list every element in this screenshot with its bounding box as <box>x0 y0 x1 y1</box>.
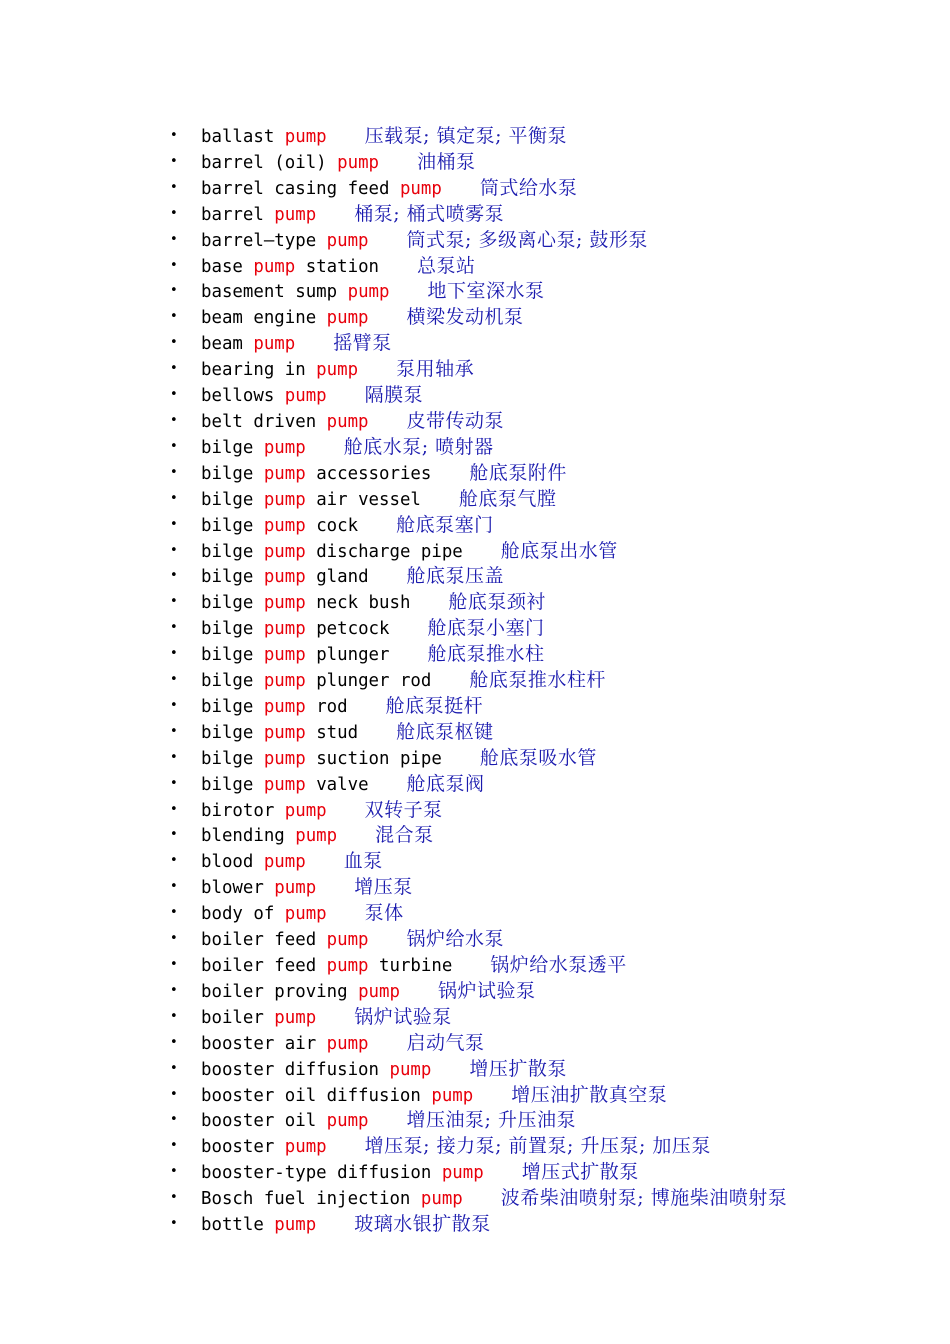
term-prefix: bilge <box>201 748 264 769</box>
term-keyword: pump <box>263 696 306 717</box>
list-item <box>0 176 811 202</box>
term-prefix: booster-type diffusion <box>201 1163 442 1184</box>
list-item <box>0 1031 811 1057</box>
bullet-dot-icon: • <box>170 1034 178 1050</box>
list-item <box>0 590 811 616</box>
term-prefix: bilge <box>201 619 264 640</box>
term-prefix: bilge <box>201 774 264 795</box>
term-suffix: petcock <box>305 619 390 640</box>
term-suffix: accessories <box>305 463 432 484</box>
term-keyword: pump <box>431 1085 474 1106</box>
term-translation: 油桶泵 <box>417 150 476 173</box>
term-keyword: pump <box>284 386 327 407</box>
bullet-dot-icon: • <box>170 568 178 584</box>
bullet-dot-icon: • <box>170 905 178 921</box>
term-translation: 泵体 <box>364 902 404 925</box>
term-prefix: beam <box>201 334 254 355</box>
term-translation: 舱底泵小塞门 <box>427 617 545 640</box>
bullet-dot-icon: • <box>170 283 178 299</box>
term-keyword: pump <box>274 1215 317 1236</box>
term-keyword: pump <box>263 852 306 873</box>
term-translation: 地下室深水泵 <box>427 280 545 303</box>
term-translation: 增压泵; 接力泵; 前置泵; 升压泵; 加压泵 <box>364 1135 711 1158</box>
bullet-dot-icon: • <box>170 827 178 843</box>
bullet-dot-icon: • <box>170 1112 178 1128</box>
list-item <box>0 823 811 849</box>
term-prefix: boiler feed <box>201 930 327 951</box>
term-prefix: bottle <box>201 1215 275 1236</box>
bullet-dot-icon: • <box>170 1138 178 1154</box>
term-translation: 舱底泵挺杆 <box>385 694 484 717</box>
term-keyword: pump <box>263 645 306 666</box>
term-prefix: belt driven <box>201 411 327 432</box>
term-keyword: pump <box>263 463 306 484</box>
term-translation: 舱底泵推水柱 <box>427 643 545 666</box>
list-item <box>0 616 811 642</box>
term-keyword: pump <box>274 1007 317 1028</box>
bullet-dot-icon: • <box>170 749 178 765</box>
term-translation: 舱底泵枢键 <box>396 720 494 743</box>
term-translation: 增压油泵; 升压油泵 <box>406 1109 576 1132</box>
term-prefix: blower <box>201 878 275 899</box>
term-suffix: plunger <box>305 645 390 666</box>
bullet-dot-icon: • <box>170 128 178 143</box>
list-item <box>0 953 811 979</box>
list-item <box>0 564 811 590</box>
term-suffix: cock <box>305 515 359 536</box>
bullet-dot-icon: • <box>170 179 178 195</box>
list-item <box>0 202 811 228</box>
list-item <box>0 513 811 539</box>
bullet-dot-icon: • <box>170 775 178 791</box>
bullet-dot-icon: • <box>170 672 178 688</box>
list-item <box>0 461 811 487</box>
term-translation: 增压式扩散泵 <box>521 1161 639 1184</box>
bullet-dot-icon: • <box>170 723 178 739</box>
list-item <box>0 254 811 280</box>
term-keyword: pump <box>399 178 442 199</box>
term-prefix: bilge <box>201 671 264 692</box>
term-keyword: pump <box>263 437 306 458</box>
term-prefix: base <box>201 256 254 277</box>
term-translation: 舱底泵出水管 <box>500 539 618 562</box>
term-prefix: bilge <box>201 489 264 510</box>
term-keyword: pump <box>284 1137 327 1158</box>
list-item <box>0 1160 811 1186</box>
list-item <box>0 694 811 720</box>
list-item <box>0 1083 811 1109</box>
list-item <box>0 435 811 461</box>
term-translation: 锅炉试验泵 <box>354 1005 452 1028</box>
term-keyword: pump <box>263 748 306 769</box>
term-prefix: boiler feed <box>201 956 327 976</box>
list-item <box>0 979 811 1005</box>
term-suffix: suction pipe <box>305 748 442 769</box>
list-item <box>0 798 811 824</box>
term-translation: 筒式泵; 多级离心泵; 鼓形泵 <box>406 228 648 251</box>
bullet-dot-icon: • <box>170 387 178 403</box>
term-prefix: ballast <box>201 127 285 147</box>
term-translation: 舱底泵颈衬 <box>448 591 546 614</box>
term-translation: 横梁发动机泵 <box>406 306 524 329</box>
list-item <box>0 642 811 668</box>
term-suffix: stud <box>305 722 359 743</box>
term-keyword: pump <box>326 308 369 329</box>
term-keyword: pump <box>347 282 390 303</box>
term-prefix: bilge <box>201 515 264 536</box>
bullet-dot-icon: • <box>170 361 178 377</box>
list-item <box>0 124 811 150</box>
term-suffix: plunger rod <box>305 671 432 692</box>
term-translation: 增压油扩散真空泵 <box>511 1083 668 1106</box>
term-keyword: pump <box>326 1111 369 1132</box>
term-translation: 锅炉给水泵透平 <box>490 954 627 976</box>
term-prefix: barrel <box>201 204 275 225</box>
term-translation: 舱底泵阀 <box>406 772 485 795</box>
term-keyword: pump <box>263 489 306 510</box>
bullet-dot-icon: • <box>170 697 178 713</box>
term-prefix: bilge <box>201 463 264 484</box>
term-keyword: pump <box>389 1059 432 1080</box>
list-item <box>0 331 811 357</box>
term-translation: 舱底泵吸水管 <box>479 746 597 769</box>
term-suffix: rod <box>305 696 348 717</box>
term-prefix: bilge <box>201 722 264 743</box>
list-item <box>0 539 811 565</box>
bullet-dot-icon: • <box>170 1164 178 1180</box>
list-item <box>0 150 811 176</box>
bullet-dot-icon: • <box>170 620 178 636</box>
term-translation: 双转子泵 <box>364 798 443 821</box>
term-suffix: gland <box>305 567 369 588</box>
term-prefix: basement sump <box>201 282 348 303</box>
term-translation: 总泵站 <box>417 254 476 277</box>
term-prefix: bellows <box>201 386 285 407</box>
term-keyword: pump <box>326 230 369 251</box>
list-item <box>0 668 811 694</box>
list-item <box>0 409 811 435</box>
bullet-dot-icon: • <box>170 594 178 610</box>
term-suffix: station <box>295 256 380 277</box>
bullet-dot-icon: • <box>170 646 178 662</box>
term-prefix: bilge <box>201 593 264 614</box>
term-prefix: blood <box>201 852 264 873</box>
term-prefix: booster air <box>201 1033 327 1054</box>
term-prefix: bilge <box>201 567 264 588</box>
bullet-dot-icon: • <box>170 335 178 351</box>
term-prefix: blending <box>201 826 296 847</box>
term-prefix: bilge <box>201 696 264 717</box>
term-keyword: pump <box>316 360 359 381</box>
term-keyword: pump <box>358 981 400 1002</box>
term-prefix: bilge <box>201 645 264 666</box>
term-translation: 锅炉给水泵 <box>406 928 505 951</box>
term-prefix: birotor <box>201 800 285 821</box>
term-keyword: pump <box>263 515 306 536</box>
bullet-dot-icon: • <box>170 853 178 869</box>
bullet-dot-icon: • <box>170 231 178 247</box>
list-item <box>0 746 811 772</box>
bullet-dot-icon: • <box>170 1086 178 1102</box>
term-prefix: barrel (oil) <box>201 152 338 173</box>
term-translation: 隔膜泵 <box>364 384 424 407</box>
list-item <box>0 772 811 798</box>
list-item <box>0 357 811 383</box>
term-translation: 舱底泵附件 <box>469 461 567 484</box>
list-item <box>0 1108 811 1134</box>
term-keyword: pump <box>337 152 380 173</box>
term-keyword: pump <box>441 1163 484 1184</box>
bullet-dot-icon: • <box>170 801 178 817</box>
bullet-dot-icon: • <box>170 1008 178 1024</box>
term-prefix: bilge <box>201 541 264 562</box>
term-keyword: pump <box>263 722 306 743</box>
list-item <box>0 1186 811 1212</box>
term-keyword: pump <box>295 826 338 847</box>
list-item <box>0 279 811 305</box>
term-prefix: Bosch fuel injection <box>201 1189 421 1210</box>
bullet-dot-icon: • <box>170 257 178 273</box>
list-item <box>0 487 811 513</box>
bullet-dot-icon: • <box>170 542 178 558</box>
list-item <box>0 1212 811 1238</box>
term-suffix: valve <box>305 774 369 795</box>
bullet-dot-icon: • <box>170 412 178 428</box>
term-keyword: pump <box>253 334 296 355</box>
term-prefix: barrel casing feed <box>201 178 400 199</box>
bullet-dot-icon: • <box>170 957 178 972</box>
term-keyword: pump <box>284 127 327 147</box>
list-item <box>0 383 811 409</box>
term-translation: 舱底泵压盖 <box>406 565 505 588</box>
term-translation: 锅炉试验泵 <box>437 979 536 1002</box>
term-translation: 血泵 <box>343 850 383 873</box>
term-prefix: boiler <box>201 1007 275 1028</box>
term-translation: 压载泵; 镇定泵; 平衡泵 <box>364 125 568 147</box>
term-keyword: pump <box>274 204 317 225</box>
bullet-dot-icon: • <box>170 1190 178 1206</box>
term-translation: 混合泵 <box>375 824 434 847</box>
bullet-dot-icon: • <box>170 1216 178 1232</box>
term-translation: 泵用轴承 <box>396 358 475 381</box>
list-item <box>0 901 811 927</box>
term-translation: 玻璃水银扩散泵 <box>354 1213 491 1236</box>
term-translation: 舱底水泵; 喷射器 <box>343 435 494 458</box>
bullet-dot-icon: • <box>170 1060 178 1076</box>
term-prefix: boiler proving <box>201 981 359 1002</box>
term-translation: 桶泵; 桶式喷雾泵 <box>354 202 505 225</box>
term-keyword: pump <box>253 256 296 277</box>
term-keyword: pump <box>326 930 369 951</box>
term-keyword: pump <box>263 671 306 692</box>
term-translation: 增压泵 <box>354 876 413 899</box>
term-keyword: pump <box>263 567 306 588</box>
bullet-dot-icon: • <box>170 464 178 480</box>
term-translation: 舱底泵塞门 <box>396 513 494 536</box>
term-keyword: pump <box>263 541 306 562</box>
list-item <box>0 228 811 254</box>
bullet-dot-icon: • <box>170 982 178 998</box>
list-item <box>0 1134 811 1160</box>
bullet-dot-icon: • <box>170 879 178 895</box>
bullet-dot-icon: • <box>170 205 178 221</box>
term-keyword: pump <box>274 878 317 899</box>
term-prefix: bearing in <box>201 360 317 381</box>
term-keyword: pump <box>420 1189 463 1210</box>
list-item <box>0 1005 811 1031</box>
term-translation: 波希柴油喷射泵; 博施柴油喷射泵 <box>500 1187 788 1210</box>
list-item <box>0 927 811 953</box>
bullet-dot-icon: • <box>170 490 178 506</box>
pump-glossary-list <box>0 124 950 1238</box>
term-translation: 增压扩散泵 <box>469 1057 567 1080</box>
list-item <box>0 305 811 331</box>
list-item <box>0 875 811 901</box>
bullet-dot-icon: • <box>170 931 178 947</box>
list-item <box>0 849 811 875</box>
list-item <box>0 720 811 746</box>
term-translation: 舱底泵气膛 <box>458 487 557 510</box>
term-keyword: pump <box>326 956 369 976</box>
bullet-dot-icon: • <box>170 309 178 325</box>
term-prefix: booster <box>201 1137 285 1158</box>
term-prefix: booster diffusion <box>201 1059 390 1080</box>
term-suffix: discharge pipe <box>305 541 463 562</box>
term-keyword: pump <box>284 904 327 925</box>
term-prefix: booster oil diffusion <box>201 1085 432 1106</box>
term-keyword: pump <box>263 593 306 614</box>
term-suffix: neck bush <box>305 593 411 614</box>
term-suffix: air vessel <box>305 489 421 510</box>
term-prefix: barrel—type <box>201 230 327 251</box>
term-keyword: pump <box>284 800 327 821</box>
term-prefix: booster oil <box>201 1111 327 1132</box>
term-keyword: pump <box>326 1033 369 1054</box>
term-translation: 皮带传动泵 <box>406 409 505 432</box>
term-translation: 筒式给水泵 <box>479 176 578 199</box>
term-translation: 摇臂泵 <box>333 332 392 355</box>
term-keyword: pump <box>326 411 369 432</box>
term-keyword: pump <box>263 774 306 795</box>
term-translation: 启动气泵 <box>406 1031 485 1054</box>
bullet-dot-icon: • <box>170 153 178 169</box>
term-prefix: body of <box>201 904 285 925</box>
bullet-dot-icon: • <box>170 438 178 454</box>
list-item <box>0 1057 811 1083</box>
term-prefix: beam engine <box>201 308 327 329</box>
bullet-dot-icon: • <box>170 516 178 532</box>
term-suffix: turbine <box>368 956 453 976</box>
term-prefix: bilge <box>201 437 264 458</box>
term-translation: 舱底泵推水柱杆 <box>469 669 606 692</box>
term-keyword: pump <box>263 619 306 640</box>
